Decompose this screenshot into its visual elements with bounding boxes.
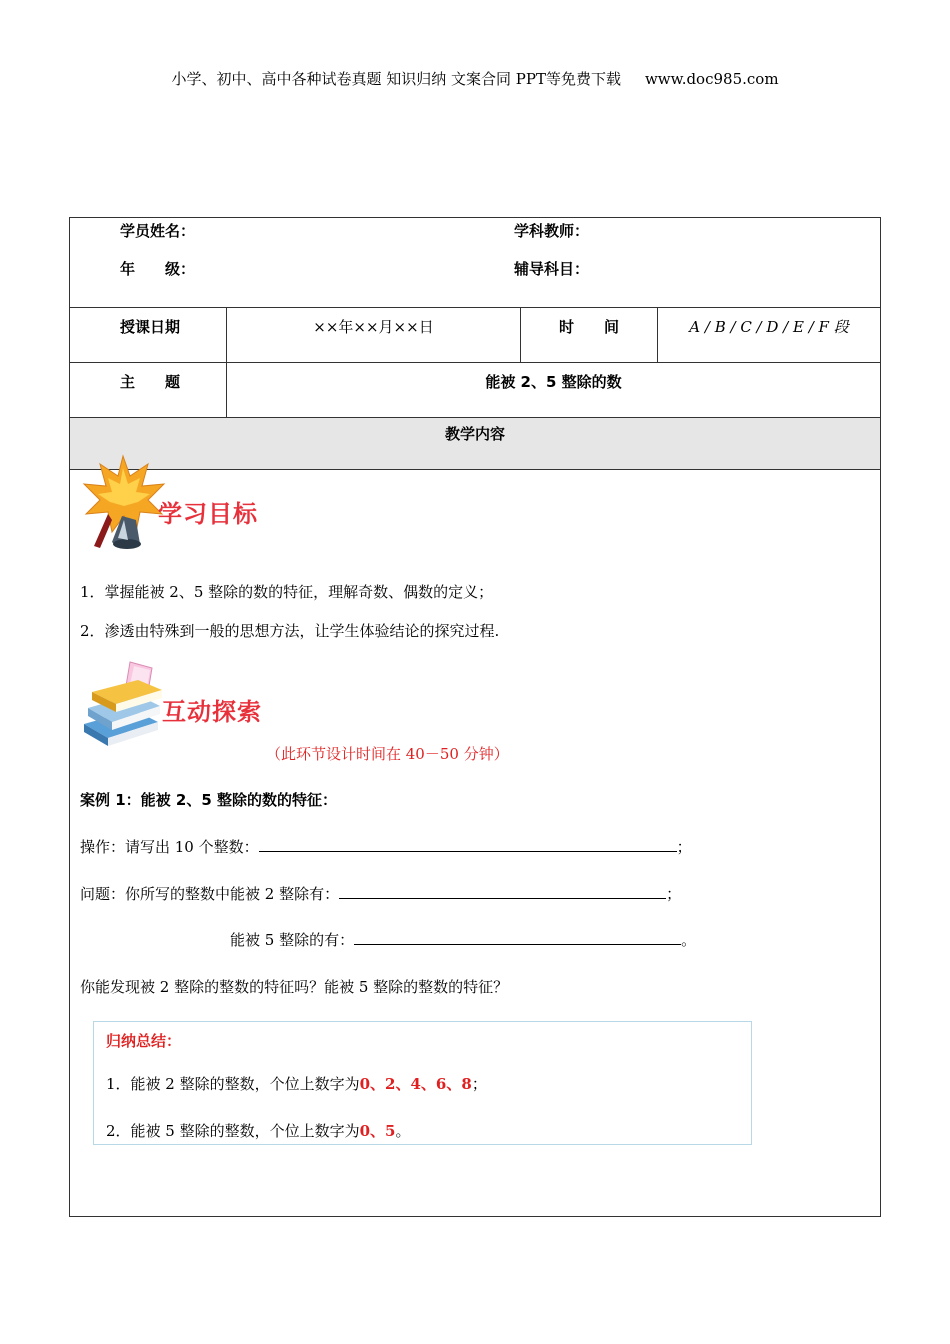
teacher-label: 学科教师： (514, 222, 590, 240)
info-table (69, 217, 881, 470)
time-value: A / B / C / D / E / F 段 (658, 308, 881, 363)
question-line-2 (80, 883, 681, 904)
content-area (69, 448, 881, 1217)
operation-blank[interactable] (259, 837, 677, 852)
question-2-end: ； (666, 885, 682, 903)
date-label: 授课日期 (70, 308, 227, 363)
summary-line-1-value: 0、2、4、6、8 (359, 1075, 472, 1093)
summary-line-2 (106, 1120, 411, 1141)
header-text: 小学、初中、高中各种试卷真题 知识归纳 文案合同 PPT等免费下载 (171, 70, 621, 88)
summary-line-2-value: 0、5 (359, 1122, 396, 1140)
summary-line-2-end: 。 (395, 1122, 411, 1140)
question-5-blank[interactable] (354, 930, 681, 945)
feature-question: 你能发现被 2 整除的整数的特征吗？能被 5 整除的整数的特征？ (80, 978, 509, 996)
summary-line-1-text: 1．能被 2 整除的整数，个位上数字为 (106, 1075, 360, 1093)
goal-item-1: 1．掌握能被 2、5 整除的数的特征，理解奇数、偶数的定义； (80, 583, 494, 601)
page-header (0, 68, 950, 89)
date-value: ××年××月××日 (227, 308, 521, 363)
case-title: 案例 1：能被 2、5 整除的数的特征： (80, 791, 337, 809)
student-name-label: 学员姓名： (120, 222, 196, 240)
topic-value: 能被 2、5 整除的数 (227, 363, 881, 418)
maple-bell-icon (78, 454, 168, 554)
books-icon (78, 658, 173, 753)
question-line-5 (230, 929, 696, 950)
question-2-label: 问题：你所写的整数中能被 2 整除有： (80, 885, 340, 903)
interactive-explore-title: 互动探索 (162, 698, 262, 726)
learning-goal-banner (78, 454, 278, 554)
question-5-end: 。 (681, 931, 697, 949)
subject-label: 辅导科目： (514, 260, 590, 278)
header-site[interactable]: www.doc985.com (644, 70, 779, 88)
question-2-blank[interactable] (339, 884, 666, 899)
operation-end: ； (676, 838, 692, 856)
learning-goal-title: 学习目标 (158, 500, 258, 528)
summary-line-1 (106, 1073, 487, 1094)
operation-line (80, 836, 692, 857)
summary-line-1-end: ； (471, 1075, 487, 1093)
summary-box (93, 1021, 752, 1145)
question-5-label: 能被 5 整除的有： (230, 931, 355, 949)
grade-label: 年 级： (120, 260, 196, 278)
time-label: 时 间 (521, 308, 658, 363)
student-info-cell (70, 218, 881, 308)
content-label: 教学内容 (70, 418, 881, 470)
summary-line-2-text: 2．能被 5 整除的整数，个位上数字为 (106, 1122, 360, 1140)
topic-label: 主 题 (70, 363, 227, 418)
goal-item-2: 2．渗透由特殊到一般的思想方法，让学生体验结论的探究过程. (80, 622, 500, 640)
time-note: （此环节设计时间在 40－50 分钟） (266, 745, 509, 763)
summary-title: 归纳总结： (106, 1032, 182, 1050)
operation-label: 操作：请写出 10 个整数： (80, 838, 259, 856)
interactive-explore-banner (78, 658, 278, 753)
